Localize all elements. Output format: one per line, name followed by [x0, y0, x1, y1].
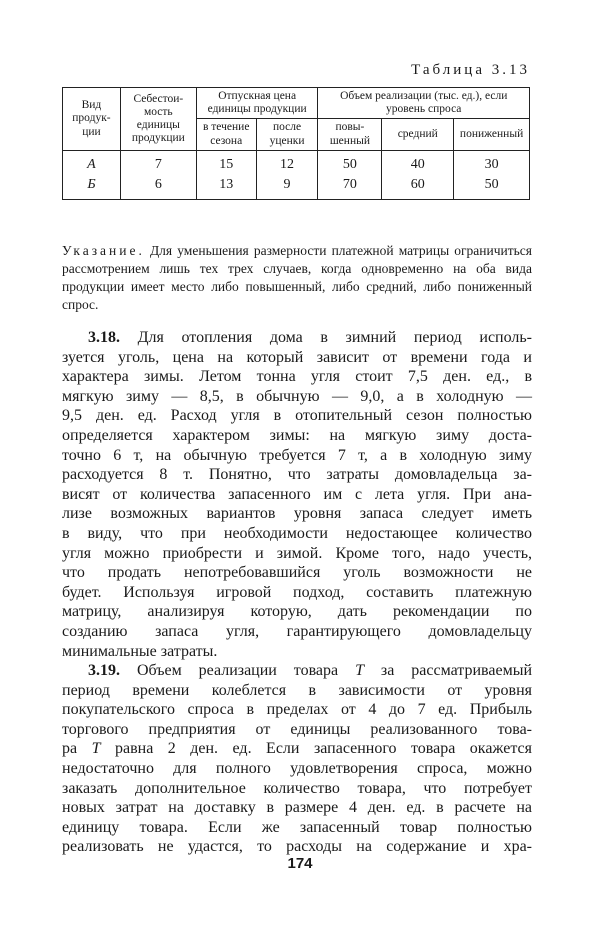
cell-price-after: 12 — [256, 150, 318, 175]
problem-number: 3.19. — [88, 662, 120, 680]
cell-vol-low: 50 — [454, 175, 530, 200]
header-vol-high: повышенный — [318, 119, 382, 150]
cell-vol-mid: 60 — [382, 175, 454, 200]
text-line: недостаточно для полного удовлетворения спроса, можно — [62, 760, 532, 778]
text-line: висят от количества запасенного им с лета угля. При ана- — [62, 485, 532, 503]
data-table — [62, 87, 530, 200]
cell-price-after: 9 — [256, 175, 318, 200]
header-price-season: в течение сезона — [196, 119, 256, 150]
problem-3-18 — [62, 328, 532, 661]
text-line: матрицу, анализируя которую, дать рекомендации по — [62, 603, 532, 621]
text-line: торгового предприятия от единицы реализованного това- — [62, 720, 532, 738]
text-line: реализовать не удастся, то расходы на содержание и хра- — [62, 838, 532, 856]
problem-3-19 — [62, 661, 532, 857]
table-note — [62, 242, 532, 314]
cell-cost: 7 — [120, 150, 196, 175]
text-line: единицу товара. Если же запасенный товар полностью — [62, 818, 532, 836]
header-vol-low: пониженный — [454, 119, 530, 150]
text-line: минимальные затраты. — [62, 642, 218, 660]
cell-vol-high: 50 — [318, 150, 382, 175]
cell-cost: 6 — [120, 175, 196, 200]
cell-vol-low: 30 — [454, 150, 530, 175]
cell-price-season: 15 — [196, 150, 256, 175]
main-text — [62, 328, 532, 857]
text-line: точно 6 т, на обычную требуется 7 т, а в холодную зиму — [62, 446, 532, 464]
text-line: характера зимы. Летом тонна угля стоит 7,5 ден. ед., в — [62, 368, 532, 386]
text-line: угля можно приобрести и зимой. Кроме того, надо учесть, — [62, 544, 532, 562]
header-vol-mid: средний — [382, 119, 454, 150]
cell-product: А — [63, 150, 121, 175]
text-line: период времени колеблется в зависимости от уровня — [62, 681, 532, 699]
text-line: заказать дополнительное количество товара, что потребует — [62, 779, 532, 797]
cell-price-season: 13 — [196, 175, 256, 200]
note-text: Для уменьшения размерности платежной матрицы ограничиться рассмотрением лишь тех трех случаев, когда одновременно на оба вида продукции имеет место либо повышенный, либо средний, либо пониженный спрос. — [62, 243, 532, 312]
page-number: 174 — [287, 855, 313, 872]
header-product: Вид продукции — [63, 88, 121, 151]
header-cost: Себестоимость единицы продукции — [120, 88, 196, 151]
header-volume-group: Объем реализации (тыс. ед.), если уровень спроса — [318, 88, 530, 119]
text-line: 3.19. Объем реализации товара Т за рассматриваемый — [88, 662, 533, 680]
text-line: будет. Используя игровой подход, составить платежную — [62, 583, 532, 601]
text-line: расходуется 8 т. Понятно, что затраты домовладельца за- — [62, 466, 532, 484]
text-line: 9,5 ден. ед. Расход угля в отопительный сезон полностью — [62, 407, 532, 425]
text-line: мягкую зиму — 8,5, в обычную — 9,0, а в холодную — — [62, 387, 532, 405]
table-row — [63, 175, 530, 200]
text-line: покупательского спроса в пределах от 4 до 7 ед. Прибыль — [62, 701, 532, 719]
header-price-group: Отпускная цена единицы продукции — [196, 88, 318, 119]
text-line: определяется характером зимы: на мягкую зиму доста- — [62, 426, 532, 444]
cell-vol-high: 70 — [318, 175, 382, 200]
note-label: Указание. — [62, 243, 145, 258]
text-line: что продать непотребовавшийся уголь возможности не — [62, 564, 532, 582]
text-line: ра Т равна 2 ден. ед. Если запасенного товара окажется — [62, 740, 533, 758]
table-row — [63, 150, 530, 175]
text-line: 3.18. Для отопления дома в зимний период исполь- — [88, 329, 533, 346]
text-line: в виду, что при необходимости недостающее количество — [62, 524, 532, 542]
text-line: созданию запаса угля, гарантирующего домовладельцу — [62, 622, 532, 640]
text-line: зуется уголь, цена на который зависит от времени года и — [62, 348, 532, 366]
problem-number: 3.18. — [88, 329, 120, 346]
cell-product: Б — [63, 175, 121, 200]
cell-vol-mid: 40 — [382, 150, 454, 175]
header-price-after: после уценки — [256, 119, 318, 150]
text-line: новых затрат на доставку в размере 4 ден. ед. в расчете на — [62, 799, 532, 817]
text-line: лизе возможных вариантов уровня запаса следует иметь — [62, 505, 532, 523]
table-caption: Таблица 3.13 — [411, 62, 530, 78]
